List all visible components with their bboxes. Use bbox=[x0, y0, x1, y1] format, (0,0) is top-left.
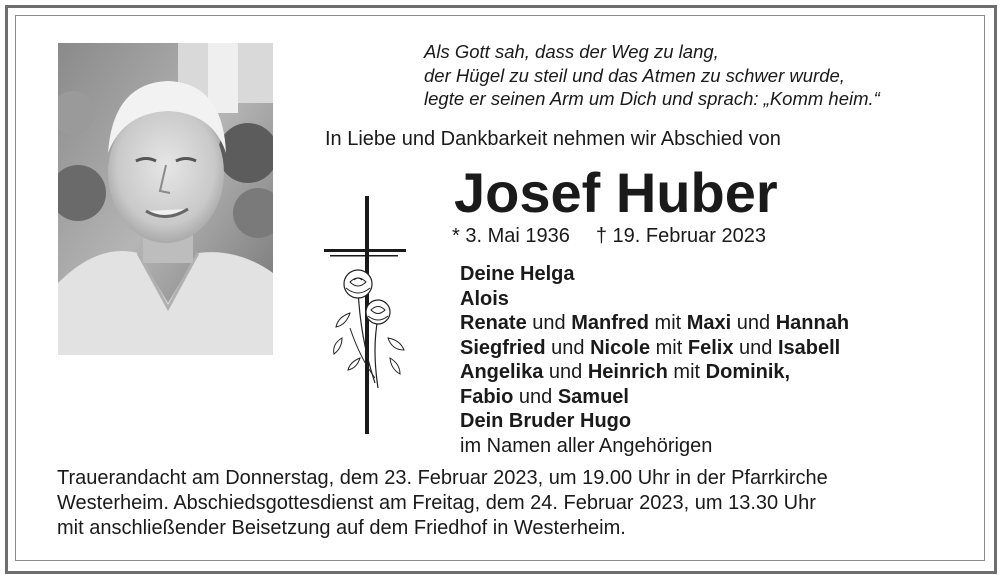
poem bbox=[424, 40, 880, 111]
mourner-line: Alois bbox=[460, 287, 509, 310]
mourner-line: Fabio und Samuel bbox=[460, 385, 629, 408]
deceased-name: Josef Huber bbox=[454, 161, 778, 224]
poem-line: der Hügel zu steil und das Atmen zu schwer wurde, bbox=[424, 64, 845, 86]
birth-date: * 3. Mai 1936 bbox=[452, 225, 570, 247]
service-line: Westerheim. Abschiedsgottesdienst am Freitag, dem 24. Februar 2023, um 13.30 Uhr bbox=[57, 492, 816, 514]
mourner-line: Siegfried und Nicole mit Felix und Isabell bbox=[460, 336, 841, 359]
mourner-line: im Namen aller Angehörigen bbox=[460, 434, 713, 457]
portrait-photo bbox=[58, 43, 273, 355]
poem-line: legte er seinen Arm um Dich und sprach: „Komm heim.“ bbox=[424, 88, 880, 109]
mourner-line: Deine Helga bbox=[460, 263, 575, 285]
life-dates bbox=[452, 225, 766, 248]
mourners-list bbox=[460, 262, 849, 458]
poem-line: Als Gott sah, dass der Weg zu lang, bbox=[424, 41, 719, 62]
service-line: mit anschließender Beisetzung auf dem Friedhof in Westerheim. bbox=[57, 517, 626, 539]
mourner-line: Angelika und Heinrich mit Dominik, bbox=[460, 361, 791, 383]
service-details bbox=[57, 466, 828, 541]
service-line: Trauerandacht am Donnerstag, dem 23. Februar 2023, um 19.00 Uhr in der Pfarrkirche bbox=[57, 467, 828, 489]
cross-with-roses-icon bbox=[320, 188, 410, 438]
mourner-line: Dein Bruder Hugo bbox=[460, 410, 632, 432]
intro-text: In Liebe und Dankbarkeit nehmen wir Abschied von bbox=[325, 128, 781, 150]
death-date: † 19. Februar 2023 bbox=[595, 225, 766, 247]
mourner-line: Renate und Manfred mit Maxi und Hannah bbox=[460, 312, 850, 334]
